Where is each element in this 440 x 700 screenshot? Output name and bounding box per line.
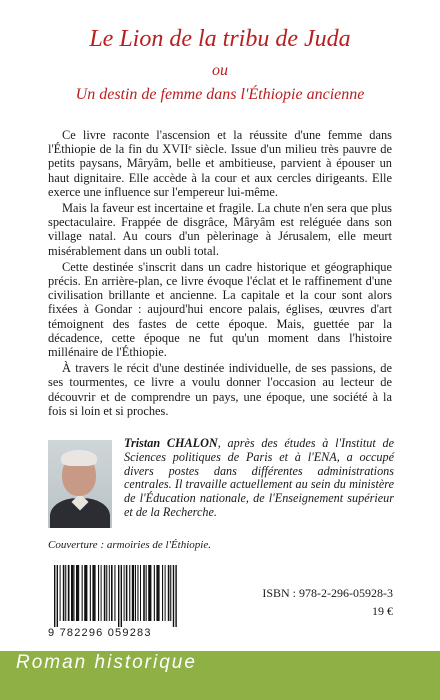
barcode-bar	[165, 565, 166, 621]
barcode-bar	[54, 565, 55, 627]
price: 19 €	[372, 604, 393, 618]
barcode-bar	[98, 565, 99, 621]
barcode-bar	[76, 565, 78, 621]
barcode-bar	[101, 565, 102, 621]
barcode-bars	[48, 565, 196, 627]
blurb	[48, 128, 392, 420]
barcode-bar	[173, 565, 174, 627]
barcode-bar	[156, 565, 158, 621]
barcode-bar	[106, 565, 107, 621]
barcode-bar	[132, 565, 134, 621]
barcode-bar	[73, 565, 74, 621]
author-bio	[124, 437, 394, 520]
barcode-bar	[124, 565, 125, 621]
cover-credit: Couverture : armoiries de l'Éthiopie.	[48, 539, 211, 551]
author-photo	[48, 440, 112, 528]
barcode-bar	[162, 565, 163, 621]
barcode-bar	[57, 565, 58, 627]
barcode-bar	[118, 565, 119, 627]
blurb-paragraph-1: Ce livre raconte l'ascension et la réussite d'une femme dans l'Éthiopie de la fin du XVIIᵉ siècle. Issue d'un milieu très pauvre de petits paysans, Mâryâm, belle et ambitieuse, parvient à épouser un haut dignitaire. Elle accède à la cour et aux cercles dirigeants. Elle exerce une influence sur l'empereur lui-même.	[48, 128, 392, 199]
barcode-bar	[148, 565, 150, 621]
barcode-bar	[129, 565, 130, 621]
barcode-bar	[109, 565, 110, 621]
barcode-bar	[84, 565, 86, 621]
barcode-bar	[68, 565, 70, 621]
barcode-bar	[121, 565, 122, 627]
barcode-bar	[60, 565, 61, 621]
barcode-bar	[78, 565, 79, 621]
barcode-bar	[95, 565, 96, 621]
barcode-bar	[111, 565, 113, 621]
barcode-icon	[48, 565, 196, 629]
author-bio-text: , après des études à l'Institut de Sciences politiques de Paris et à l'ENA, a occupé divers postes dans différentes administrations centrales. Il travaille actuellement au sein du ministère de l'Éducation nationale, de l'Enseignement supérieur et de la Recherche.	[124, 436, 394, 519]
barcode-bar	[126, 565, 128, 621]
blurb-paragraph-3: Cette destinée s'inscrit dans un cadre historique et géographique précis. En arrière-plan, ce livre évoque l'éclat et le raffinement d'une civilisation brillante et ancienne. La capitale et la cour sont alors fixées à Gondar : aujourd'hui encore palais, églises, œuvres d'art témoignent des fastes de cette époque. Mais, guettée par la décadence, cette époque ne fut qu'un moment dans l'histoire millénaire de l'Éthiopie.	[48, 259, 392, 360]
barcode-bar	[175, 565, 176, 627]
barcode-bar	[63, 565, 65, 621]
barcode-bar	[71, 565, 73, 621]
barcode-bar	[140, 565, 141, 621]
barcode-bar	[114, 565, 115, 621]
barcode-bar	[90, 565, 91, 621]
blurb-paragraph-2: Mais la faveur est incertaine et fragile. La chute n'en sera que plus spectaculaire. Frappée de disgrâce, Mâryâm est reléguée dans son village natal. Au cours d'un pèlerinage à Jérusalem, elle meurt misérablement dans un oubli total.	[48, 201, 392, 258]
barcode-bar	[170, 565, 171, 621]
book-subtitle: Un destin de femme dans l'Éthiopie ancienne	[75, 86, 365, 103]
title-connector: ou	[212, 62, 228, 79]
barcode-bar	[135, 565, 136, 621]
barcode-bar	[146, 565, 147, 621]
barcode-bar	[154, 565, 155, 621]
blurb-paragraph-4: À travers le récit d'une destinée individuelle, de ses passions, de ses tourmentes, ce livre a voulu donner l'occasion au lecteur de découvrir et de comprendre un pays, une époque, une société à la fois si loin et si proches.	[48, 361, 392, 418]
barcode-bar	[159, 565, 160, 621]
isbn: ISBN : 978-2-296-05928-3	[262, 586, 393, 600]
book-title: Le Lion de la tribu de Juda	[89, 26, 351, 52]
barcode-bar	[65, 565, 66, 621]
barcode-bar	[82, 565, 83, 621]
barcode-bar	[137, 565, 138, 621]
barcode-bar	[143, 565, 145, 621]
collection-label: Roman historique	[16, 652, 197, 673]
author-name: Tristan CHALON	[124, 436, 218, 450]
barcode-bar	[86, 565, 87, 621]
barcode-digits: 9 782296 059283	[48, 627, 152, 639]
barcode-bar	[92, 565, 94, 621]
barcode-bar	[150, 565, 151, 621]
barcode-bar	[104, 565, 106, 621]
barcode-bar	[168, 565, 170, 621]
